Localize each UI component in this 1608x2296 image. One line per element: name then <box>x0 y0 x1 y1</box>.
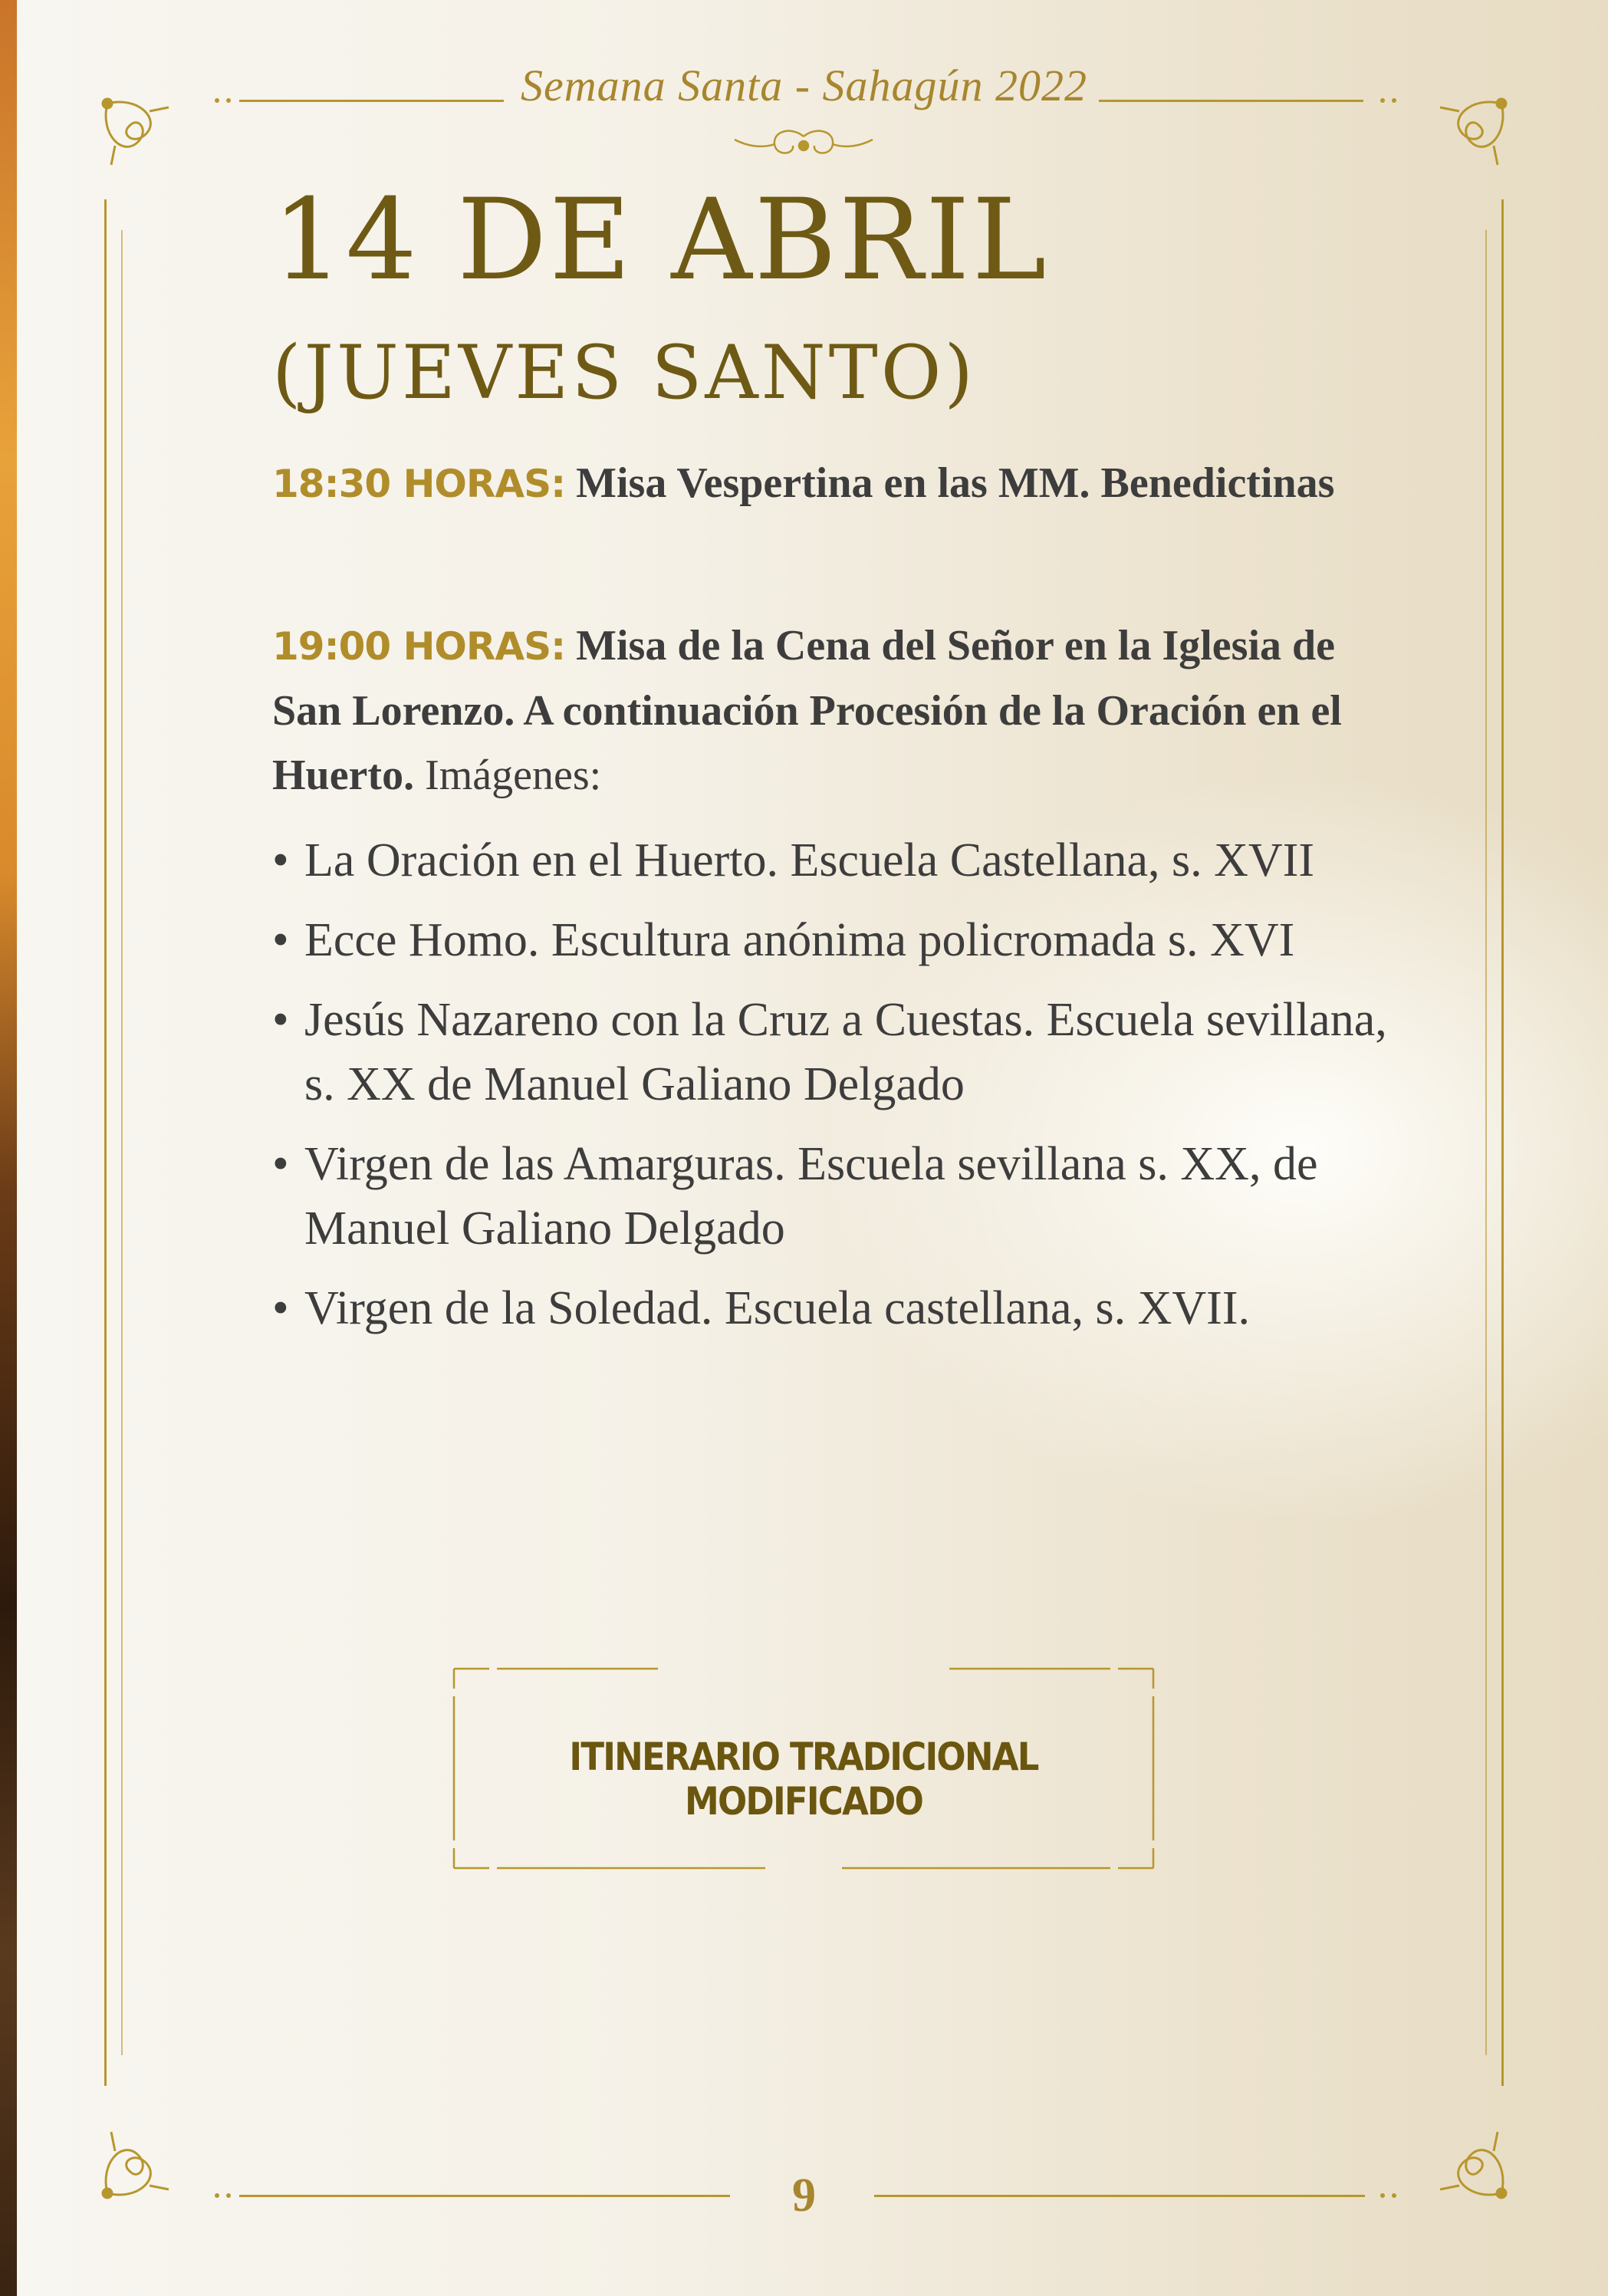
entry-description: Misa Vespertina en las MM. Benedictinas <box>576 459 1335 507</box>
entry-description: Misa de la Cena del Señor en la Iglesia de San Lorenzo. A continuación Procesión de la Oración en el Huerto. <box>272 622 1342 799</box>
frame-left-line <box>104 199 107 2086</box>
list-item <box>272 1132 1392 1261</box>
bullet: • <box>272 1282 289 1334</box>
list-item <box>272 988 1392 1117</box>
page-title-date: 14 DE ABRIL <box>272 175 1049 305</box>
list-item-text: Ecce Homo. Escultura anónima policromada s. XVI <box>304 914 1295 966</box>
page-subtitle-day: (JUEVES SANTO) <box>272 330 976 416</box>
header-flourish-icon <box>727 123 880 167</box>
images-list <box>272 828 1392 1356</box>
list-item <box>272 908 1392 972</box>
frame-right-line <box>1501 199 1504 2086</box>
entry-note: Imágenes: <box>414 752 602 799</box>
book-spine-photo-edge <box>0 0 17 2296</box>
bullet: • <box>272 994 289 1046</box>
list-item <box>272 828 1392 893</box>
schedule-entry <box>272 451 1361 516</box>
page-number: 9 <box>792 2169 816 2222</box>
bullet: • <box>272 834 289 886</box>
notice-label: ITINERARIO TRADICIONAL MODIFICADO <box>569 1735 1038 1824</box>
bullet: • <box>272 914 289 966</box>
running-header-title: Semana Santa - Sahagún 2022 <box>520 61 1088 110</box>
frame-right-inner-line <box>1485 230 1487 2055</box>
list-item-text: Virgen de las Amarguras. Escuela sevillana s. XX, de Manuel Galiano Delgado <box>304 1138 1318 1255</box>
schedule-entry <box>272 613 1361 808</box>
entry-time: 18:30 HORAS: <box>272 462 566 506</box>
bullet: • <box>272 1138 289 1190</box>
list-item-text: La Oración en el Huerto. Escuela Castellana, s. XVII <box>304 834 1314 886</box>
list-item <box>272 1276 1392 1340</box>
list-item-text: Jesús Nazareno con la Cruz a Cuestas. Escuela sevillana, s. XX de Manuel Galiano Delgado <box>304 994 1387 1110</box>
frame-left-inner-line <box>121 230 123 2055</box>
list-item-text: Virgen de la Soledad. Escuela castellana, s. XVII. <box>304 1282 1250 1334</box>
entry-time: 19:00 HORAS: <box>272 624 566 669</box>
